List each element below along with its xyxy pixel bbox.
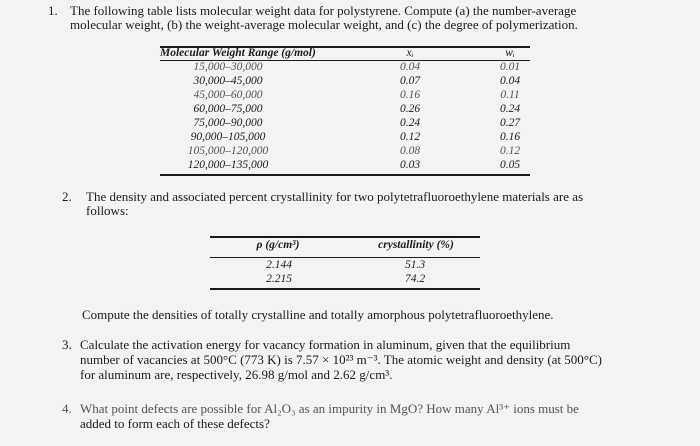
wi-cell: 0.01: [499, 61, 521, 73]
q1-table-bottom-rule: [160, 174, 530, 176]
q4-number: 4.: [62, 401, 72, 416]
q3-text-line1: Calculate the activation energy for vacancy formation in aluminum, given that the equilibrium: [80, 337, 571, 352]
q2-text-line2: follows:: [86, 203, 129, 218]
xi-cell: 0.08: [399, 145, 421, 157]
xi-cell: 0.07: [399, 75, 421, 87]
q2-number: 2.: [62, 189, 72, 204]
crystallinity-cell: 51.3: [404, 259, 426, 271]
density-cell: 2.144: [266, 259, 292, 271]
q1-header-xi: xᵢ: [406, 47, 414, 59]
range-cell: 45,000–60,000: [193, 89, 263, 101]
wi-cell: 0.11: [500, 89, 520, 101]
range-cell: 75,000–90,000: [193, 117, 263, 129]
q2-header-density: ρ (g/cm³): [256, 239, 300, 251]
q2-compute-text: Compute the densities of totally crystalline and totally amorphous polytetrafluoroethylene.: [82, 307, 554, 322]
q2-header-crystallinity: crystallinity (%): [378, 239, 454, 251]
density-cell: 2.215: [266, 273, 292, 285]
crystallinity-cell: 74.2: [404, 273, 426, 285]
wi-cell: 0.04: [499, 75, 521, 87]
q3-text-line3: for aluminum are, respectively, 26.98 g/mol and 2.62 g/cm³.: [80, 367, 393, 382]
xi-cell: 0.26: [399, 103, 421, 115]
range-cell: 60,000–75,000: [193, 103, 263, 115]
xi-cell: 0.24: [399, 117, 421, 129]
range-cell: 120,000–135,000: [187, 159, 269, 171]
q2-table-top-rule: [210, 236, 480, 238]
xi-cell: 0.03: [399, 159, 421, 171]
q1-text-line2: molecular weight, (b) the weight-average molecular weight, and (c) the degree of polymerization.: [70, 17, 578, 32]
wi-cell: 0.27: [499, 117, 521, 129]
q1-header-wi: wᵢ: [505, 47, 515, 59]
wi-cell: 0.24: [499, 103, 521, 115]
wi-cell: 0.12: [499, 145, 521, 157]
range-cell: 105,000–120,000: [187, 145, 269, 157]
q3-number: 3.: [62, 337, 72, 352]
q4-text-line1: What point defects are possible for Al₂O₃ as an impurity in MgO? How many Al³⁺ ions must be: [80, 401, 579, 416]
q3-text-line2: number of vacancies at 500°C (773 K) is 7.57 × 10²³ m⁻³. The atomic weight and density (at 500°C): [80, 352, 602, 367]
q1-header-range: Molecular Weight Range (g/mol): [160, 47, 316, 59]
wi-cell: 0.16: [499, 131, 521, 143]
q2-table-bottom-rule: [210, 288, 480, 290]
range-cell: 90,000–105,000: [190, 131, 266, 143]
q4-text-line2: added to form each of these defects?: [80, 416, 270, 431]
q2-table-header-rule: [210, 257, 480, 258]
xi-cell: 0.04: [399, 61, 421, 73]
q1-number: 1.: [48, 3, 58, 18]
xi-cell: 0.12: [399, 131, 421, 143]
q1-text-line1: The following table lists molecular weight data for polystyrene. Compute (a) the number-average: [70, 3, 577, 18]
range-cell: 30,000–45,000: [193, 75, 263, 87]
wi-cell: 0.05: [499, 159, 521, 171]
range-cell: 15,000–30,000: [193, 61, 263, 73]
xi-cell: 0.16: [399, 89, 421, 101]
q2-text-line1: The density and associated percent crystallinity for two polytetrafluoroethylene materials are as: [86, 189, 584, 204]
